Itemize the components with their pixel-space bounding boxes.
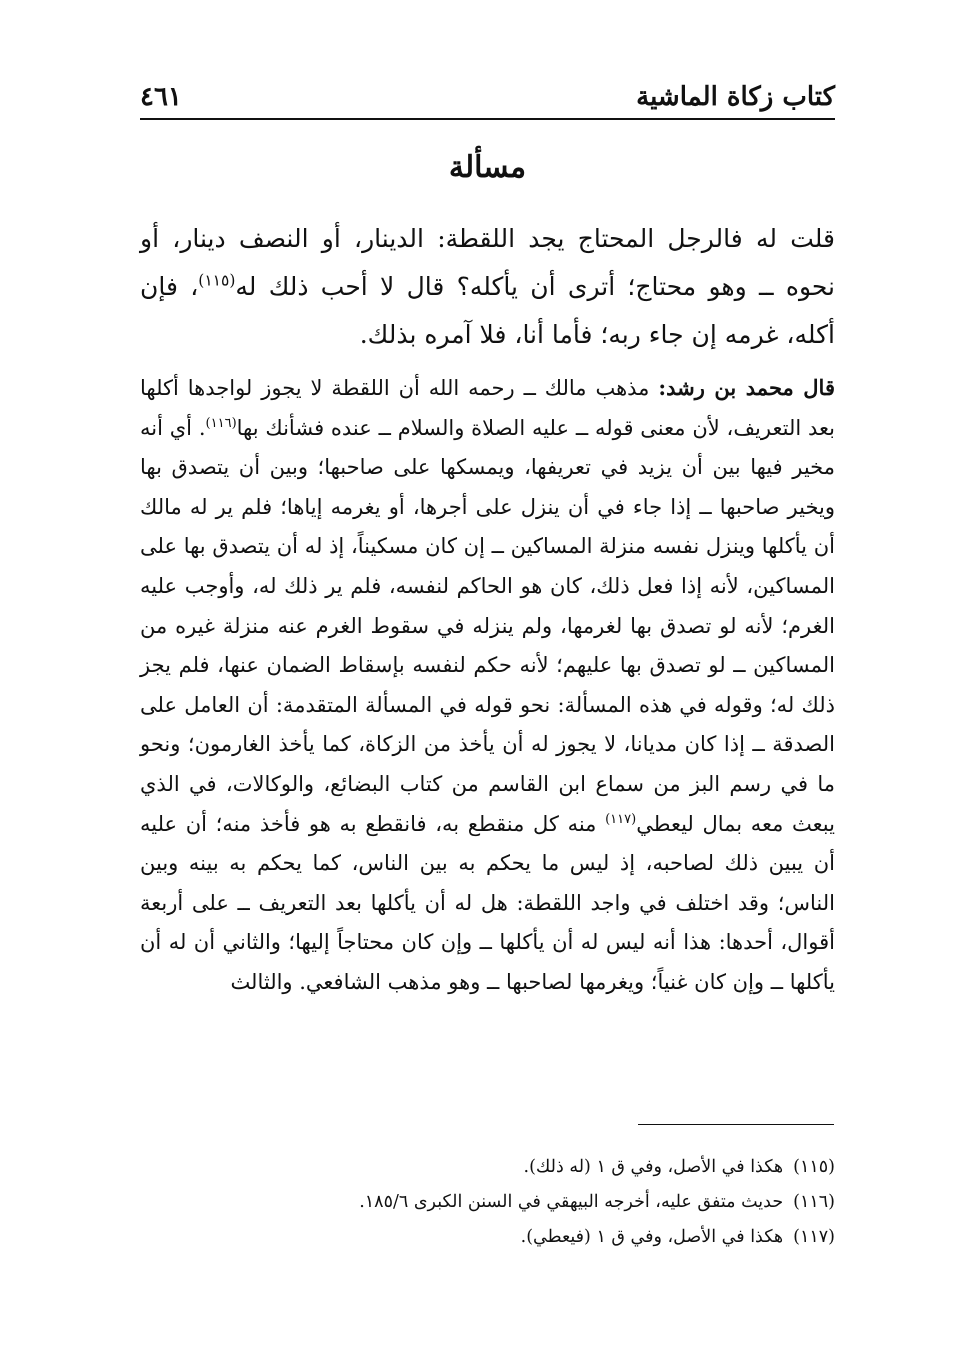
footnote [140, 1220, 835, 1255]
commentary-text: مذهب مالك ــ رحمه الله أن اللقطة لا يجوز لواجدها أكلها بعد التعريف، لأن معنى قوله ــ عليه الصلاة والسلام ــ عنده فشأنك بها$^{(١١٦)}$. أي أنه مخير فيها بين أن يزيد في تعريفها، ويمسكها على صاحبها؛ وبين أن يتصدق بها ويخير صاحبها ــ إذا جاء في أن ينزل على أجرها، أو يغرمه إياها؛ فلم ير له مالك أن يأكلها وينزل نفسه منزلة المساكين ــ إن كان مسكيناً، إذ له أن يتصدق بها على المساكين، لأنه إذا فعل ذلك، كان هو الحاكم لنفسه، فلم ير ذلك له، وأوجب عليه الغرم؛ لأنه لو تصدق بها لغرمها، ولم ينزله في سقوط الغرم عنه منزلة غيره من المساكين ــ لو تصدق بها عليهم؛ لأنه حكم لنفسه بإسقاط الضمان عنها، فلم يجز ذلك له؛ وقوله في هذه المسألة: نحو قوله في المسألة المتقدمة: أن العامل على الصدقة ــ إذا كان مديانا، لا يجوز له أن يأخذ من الزكاة، كما يأخذ الغارمون؛ ونحو ما في رسم البز من سماع ابن القاسم من كتاب البضائع، والوكالات، في الذي يبعث معه بمال ليعطي$^{(١١٧)}$ منه كل منقطع به، فانقطع به هو فأخذ منه؛ أن عليه أن يبين ذلك لصاحبه، إذ ليس ما يحكم به بين الناس، كما يحكم به بينه وبين الناس؛ وقد اختلف في واجد اللقطة: هل له أن يأكلها بعد التعريف ــ على أربعة أقوال، أحدها: هذا أنه ليس له أن يأكلها ــ وإن كان محتاجاً إليها؛ والثاني أن له أن يأكلها ــ وإن كان غنياً؛ ويغرمها لصاحبها ــ وهو مذهب الشافعي. والثالث [140, 376, 835, 994]
question-paragraph: قلت له فالرجل المحتاج يجد اللقطة: الدينار، أو النصف دينار، أو نحوه ــ وهو محتاج؛ أترى أن يأكله؟ قال لا أحب ذلك له$^{(١١٥)}$، فإن أكله، غرمه إن جاء ربه؛ فأما أنا، فلا آمره بذلك. [140, 224, 835, 349]
footnote-ref: (١١٦) [205, 415, 237, 431]
header-divider [140, 118, 835, 120]
footnote-ref: (١١٧) [605, 811, 637, 827]
footnote [140, 1150, 835, 1185]
footnote-number: (١١٧) [793, 1227, 835, 1247]
footnote-divider [638, 1124, 834, 1125]
commentary-lead: قال محمد بن رشد: [658, 375, 835, 400]
section-title: مسألة [448, 150, 527, 185]
footnote-text: هكذا في الأصل، وفي ق ١ (له ذلك). [523, 1157, 784, 1177]
page-number: ٤٦١ [140, 82, 182, 112]
footnote-number: (١١٥) [793, 1157, 835, 1177]
footnotes [140, 1150, 835, 1255]
running-title: كتاب زكاة الماشية [636, 82, 835, 112]
running-header [140, 72, 835, 112]
footnote-number: (١١٦) [793, 1192, 835, 1212]
footnote [140, 1185, 835, 1220]
footnote-text: هكذا في الأصل، وفي ق ١ (فيعطي). [520, 1227, 784, 1247]
commentary-paragraph [140, 368, 835, 1003]
footnote-ref: (١١٥) [198, 271, 236, 290]
footnote-text: حديث متفق عليه، أخرجه البيهقي في السنن الكبرى ١٨٥/٦. [359, 1192, 784, 1212]
